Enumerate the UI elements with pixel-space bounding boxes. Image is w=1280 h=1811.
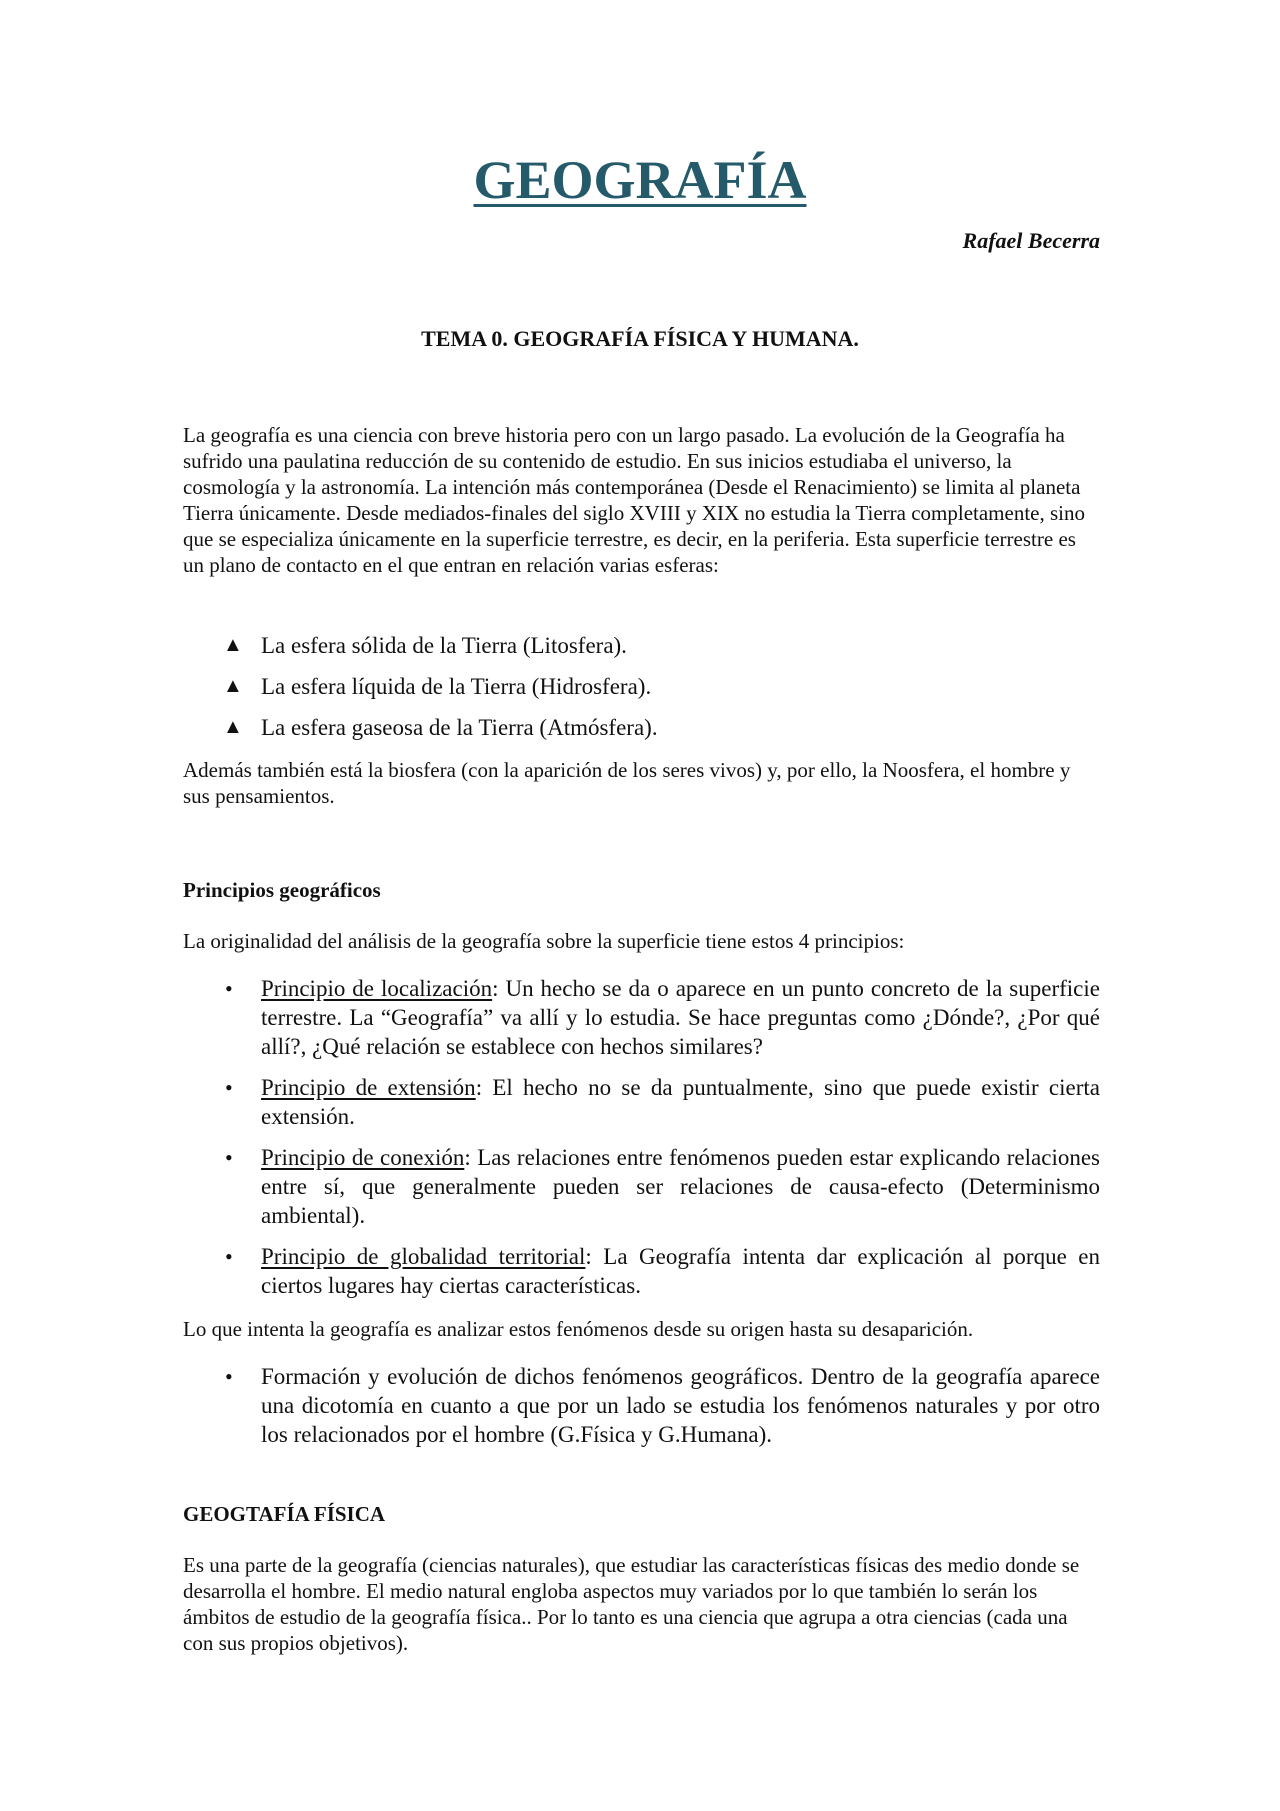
triangle-bullet-icon: ▲ — [223, 716, 243, 738]
list-item: • Formación y evolución de dichos fenómenos geográficos. Dentro de la geografía aparece una dicotomía en cuanto a que por un lado se estudia los fenómenos naturales y por otro los relacionados por el hombre (G.Física y G.Humana). — [225, 1364, 1100, 1447]
extra-list-wrap — [183, 1362, 1100, 1461]
principios-list-wrap — [183, 974, 1100, 1312]
document-title: GEOGRAFÍA — [473, 150, 807, 210]
list-item: • Principio de extensión: El hecho no se da puntualmente, sino que puede existir cierta extensión. — [225, 1075, 1100, 1129]
biosphere-paragraph: Además también está la biosfera (con la aparición de los seres vivos) y, por ello, la Noosfera, el hombre y sus pensamientos. — [183, 758, 1071, 808]
principios-after: Lo que intenta la geografía es analizar estos fenómenos desde su origen hasta su desaparición. — [183, 1317, 974, 1341]
bullet-icon: • — [225, 1244, 233, 1269]
triangle-bullet-icon: ▲ — [223, 675, 243, 697]
fisica-section — [183, 1502, 1100, 1527]
bullet-icon: • — [225, 1145, 233, 1170]
tema-heading: TEMA 0. GEOGRAFÍA FÍSICA Y HUMANA. — [421, 326, 859, 351]
bullet-icon: • — [225, 1075, 233, 1100]
principle-term: Principio de conexión — [261, 1145, 465, 1170]
fisica-paragraph: Es una parte de la geografía (ciencias naturales), que estudiar las características físicas des medio donde se desarrolla el hombre. El medio natural engloba aspectos muy variados por lo que también lo serán los ámbitos de estudio de la geografía física.. Por lo tanto es una ciencia que agrupa a otra ciencias (cada una con sus propios objetivos). — [183, 1553, 1080, 1655]
principle-term: Principio de extensión — [261, 1075, 476, 1100]
principle-term: Principio de localización — [261, 976, 493, 1001]
extra-list — [183, 1362, 1100, 1449]
bullet-icon: • — [225, 1364, 233, 1389]
intro-paragraph: La geografía es una ciencia con breve historia pero con un largo pasado. La evolución de la Geografía ha sufrido una paulatina reducción de su contenido de estudio. En sus inicios estudiaba el universo, la cosmología y la astronomía. La intención más contemporánea (Desde el Renacimiento) se limita al planeta Tierra únicamente. Desde mediados-finales del siglo XVIII y XIX no estudia la Tierra completamente, sino que se especializa únicamente en la superficie terrestre, es decir, en la periferia. Esta superficie terrestre es un plano de contacto en el que entran en relación varias esferas: — [183, 423, 1085, 577]
bullet-icon: • — [225, 976, 233, 1001]
author-name: Rafael Becerra — [962, 228, 1100, 253]
list-item: • Principio de globalidad territorial: La Geografía intenta dar explicación al porque en ciertos lugares hay ciertas características. — [225, 1244, 1100, 1298]
principle-term: Principio de globalidad territorial — [261, 1244, 586, 1269]
principios-lead-wrap — [183, 928, 1100, 954]
list-item: ▲ La esfera sólida de la Tierra (Litosfera). — [223, 633, 627, 658]
spheres-list — [183, 631, 1100, 742]
intro-section — [183, 422, 1100, 578]
fisica-paragraph-wrap — [183, 1552, 1100, 1656]
list-item: • Principio de localización: Un hecho se da o aparece en un punto concreto de la superficie terrestre. La “Geografía” va allí y lo estudia. Se hace preguntas como ¿Dónde?, ¿Por qué allí?, ¿Qué relación se establece con hechos similares? — [225, 976, 1100, 1059]
fisica-heading: GEOGTAFÍA FÍSICA — [183, 1502, 386, 1526]
triangle-bullet-icon: ▲ — [223, 634, 243, 656]
spheres-list-wrap — [183, 631, 1100, 754]
list-item: ▲ La esfera líquida de la Tierra (Hidrosfera). — [223, 674, 652, 699]
principios-section — [183, 878, 1100, 903]
principios-lead: La originalidad del análisis de la geografía sobre la superficie tiene estos 4 principios: — [183, 929, 905, 953]
principios-heading: Principios geográficos — [183, 878, 381, 902]
list-item: ▲ La esfera gaseosa de la Tierra (Atmósfera). — [223, 715, 658, 740]
principios-after-wrap — [183, 1316, 1100, 1342]
list-item: • Principio de conexión: Las relaciones entre fenómenos pueden estar explicando relaciones entre sí, que generalmente pueden ser relaciones de causa-efecto (Determinismo ambiental). — [225, 1145, 1100, 1228]
biosphere-section — [183, 757, 1100, 809]
principios-list — [183, 974, 1100, 1300]
